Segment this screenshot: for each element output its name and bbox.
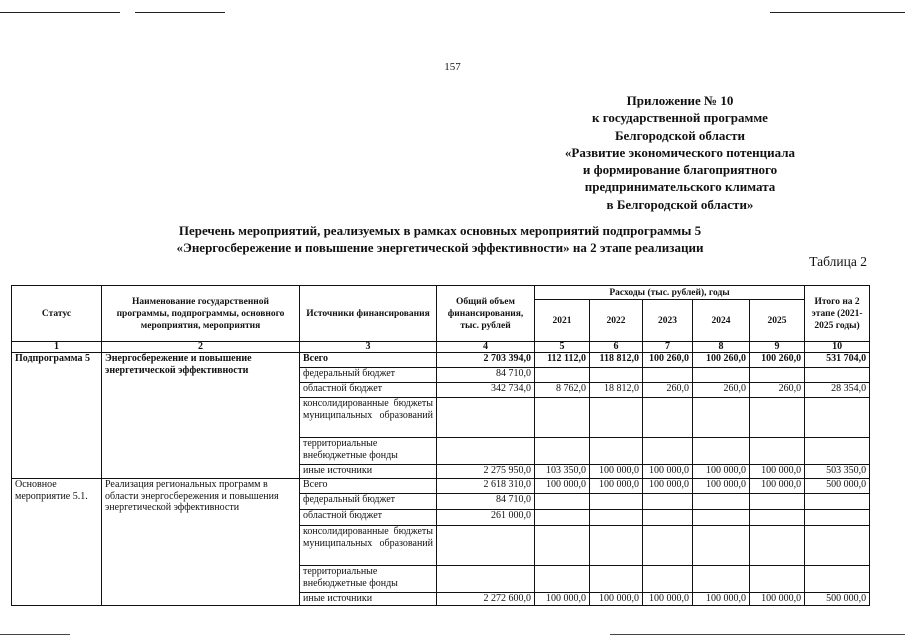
header-year: 2024 [693, 300, 750, 342]
scan-edge-bottom-left [0, 634, 70, 635]
row-year-value: 100 000,0 [590, 593, 643, 606]
row-total [437, 438, 535, 465]
row-status: Основное мероприятие 5.1. [12, 479, 102, 606]
column-number: 5 [535, 342, 590, 353]
row-year-value: 100 000,0 [693, 479, 750, 494]
row-total: 2 703 394,0 [437, 353, 535, 368]
column-number: 10 [805, 342, 870, 353]
row-year-value: 100 000,0 [643, 465, 693, 479]
row-itogo [805, 510, 870, 526]
row-year-value [535, 510, 590, 526]
table-row [12, 479, 870, 494]
row-itogo: 500 000,0 [805, 593, 870, 606]
title-line: Перечень мероприятий, реализуемых в рамках основных мероприятий подпрограммы 5 [178, 223, 702, 238]
table-label: Таблица 2 [809, 254, 867, 269]
row-total: 2 275 950,0 [437, 465, 535, 479]
row-year-value: 100 000,0 [750, 465, 805, 479]
row-year-value [693, 566, 750, 593]
row-year-value [590, 566, 643, 593]
row-itogo [805, 566, 870, 593]
row-year-value [535, 398, 590, 438]
row-year-value [750, 438, 805, 465]
row-year-value: 260,0 [750, 383, 805, 398]
column-number: 7 [643, 342, 693, 353]
column-number: 6 [590, 342, 643, 353]
row-year-value [590, 494, 643, 510]
row-year-value: 100 000,0 [590, 479, 643, 494]
appendix-line: и формирование благоприятного [582, 162, 778, 178]
column-number: 2 [102, 342, 300, 353]
row-year-value [693, 494, 750, 510]
row-total [437, 566, 535, 593]
row-total [437, 526, 535, 566]
row-year-value: 100 000,0 [590, 465, 643, 479]
row-year-value [750, 566, 805, 593]
row-year-value: 18 812,0 [590, 383, 643, 398]
column-number: 9 [750, 342, 805, 353]
header-year: 2025 [750, 300, 805, 342]
row-year-value: 100 000,0 [535, 593, 590, 606]
scan-edge-bottom-right [610, 634, 905, 635]
page-number: 157 [444, 61, 461, 73]
row-year-value [643, 510, 693, 526]
table-row [12, 353, 870, 368]
row-source: областной бюджет [300, 383, 437, 398]
row-year-value [643, 438, 693, 465]
row-year-value [693, 398, 750, 438]
row-source: консолидированные бюджеты муниципальных образований [300, 398, 437, 438]
row-year-value [535, 368, 590, 383]
row-year-value [643, 566, 693, 593]
header-expenses: Расходы (тыс. рублей), годы [535, 286, 805, 300]
row-year-value [693, 438, 750, 465]
row-year-value: 260,0 [693, 383, 750, 398]
appendix-line: Белгородской области [614, 127, 746, 143]
row-year-value: 100 000,0 [693, 465, 750, 479]
row-year-value [750, 494, 805, 510]
row-source: территориальные внебюджетные фонды [300, 438, 437, 465]
row-year-value [535, 526, 590, 566]
row-itogo [805, 368, 870, 383]
row-source: иные источники [300, 465, 437, 479]
row-itogo [805, 526, 870, 566]
row-status: Подпрограмма 5 [12, 353, 102, 479]
row-year-value: 100 000,0 [693, 593, 750, 606]
header-year: 2022 [590, 300, 643, 342]
row-year-value: 100 260,0 [750, 353, 805, 368]
scan-edge-top-mid [135, 12, 225, 13]
header-name: Наименование государственной программы, подпрограммы, основного мероприятия, мероприятия [102, 286, 300, 342]
row-total: 2 272 600,0 [437, 593, 535, 606]
row-year-value [643, 494, 693, 510]
row-year-value [750, 368, 805, 383]
row-year-value: 100 000,0 [643, 479, 693, 494]
row-year-value: 100 260,0 [643, 353, 693, 368]
column-number: 8 [693, 342, 750, 353]
row-source: Всего [300, 353, 437, 368]
row-year-value [590, 368, 643, 383]
row-year-value [590, 398, 643, 438]
row-total: 2 618 310,0 [437, 479, 535, 494]
scan-edge-top-left [0, 12, 120, 13]
row-total [437, 398, 535, 438]
row-source: консолидированные бюджеты муниципальных образований [300, 526, 437, 566]
row-year-value: 100 000,0 [750, 479, 805, 494]
header-status: Статус [12, 286, 102, 342]
row-year-value: 100 260,0 [693, 353, 750, 368]
row-itogo [805, 398, 870, 438]
row-total: 261 000,0 [437, 510, 535, 526]
row-year-value [590, 510, 643, 526]
column-number: 3 [300, 342, 437, 353]
row-year-value [693, 510, 750, 526]
row-source: федеральный бюджет [300, 494, 437, 510]
row-year-value [693, 368, 750, 383]
header-total: Общий объем финансирования, тыс. рублей [437, 286, 535, 342]
row-year-value: 100 000,0 [535, 479, 590, 494]
row-source: федеральный бюджет [300, 368, 437, 383]
title-line: «Энергосбережение и повышение энергетической эффективности» на 2 этапе реализации [176, 240, 704, 255]
scan-edge-top-right [770, 12, 905, 13]
appendix-header [500, 92, 860, 213]
row-year-value [750, 526, 805, 566]
row-itogo: 503 350,0 [805, 465, 870, 479]
row-source: областной бюджет [300, 510, 437, 526]
row-year-value: 118 812,0 [590, 353, 643, 368]
row-year-value [535, 438, 590, 465]
header-itogo: Итого на 2 этапе (2021-2025 годы) [805, 286, 870, 342]
appendix-line: «Развитие экономического потенциала [564, 144, 796, 160]
row-itogo: 500 000,0 [805, 479, 870, 494]
appendix-line: к государственной программе [592, 110, 768, 126]
row-year-value [535, 566, 590, 593]
column-number: 1 [12, 342, 102, 353]
row-year-value [643, 368, 693, 383]
column-number: 4 [437, 342, 535, 353]
row-year-value: 8 762,0 [535, 383, 590, 398]
row-source: территориальные внебюджетные фонды [300, 566, 437, 593]
row-total: 342 734,0 [437, 383, 535, 398]
row-source: Всего [300, 479, 437, 494]
document-title [120, 222, 760, 256]
header-sources: Источники финансирования [300, 286, 437, 342]
header-year: 2023 [643, 300, 693, 342]
row-year-value [643, 398, 693, 438]
appendix-line: Приложение № 10 [626, 93, 734, 108]
row-year-value [535, 494, 590, 510]
row-total: 84 710,0 [437, 494, 535, 510]
row-year-value [590, 526, 643, 566]
row-year-value: 100 000,0 [643, 593, 693, 606]
row-name: Реализация региональных программ в области энергосбережения и повышения энергетической эффективности [102, 479, 300, 606]
header-year: 2021 [535, 300, 590, 342]
row-itogo [805, 494, 870, 510]
row-year-value [643, 526, 693, 566]
row-year-value: 100 000,0 [750, 593, 805, 606]
row-year-value [590, 438, 643, 465]
row-source: иные источники [300, 593, 437, 606]
row-itogo [805, 438, 870, 465]
row-year-value [693, 526, 750, 566]
appendix-line: предпринимательского климата [584, 179, 776, 195]
row-year-value [750, 398, 805, 438]
row-itogo: 531 704,0 [805, 353, 870, 368]
row-name: Энергосбережение и повышение энергетической эффективности [102, 353, 300, 479]
row-year-value: 112 112,0 [535, 353, 590, 368]
row-total: 84 710,0 [437, 368, 535, 383]
row-itogo: 28 354,0 [805, 383, 870, 398]
measures-table [11, 285, 870, 606]
row-year-value [750, 510, 805, 526]
row-year-value: 260,0 [643, 383, 693, 398]
appendix-line: в Белгородской области» [606, 196, 754, 212]
row-year-value: 103 350,0 [535, 465, 590, 479]
